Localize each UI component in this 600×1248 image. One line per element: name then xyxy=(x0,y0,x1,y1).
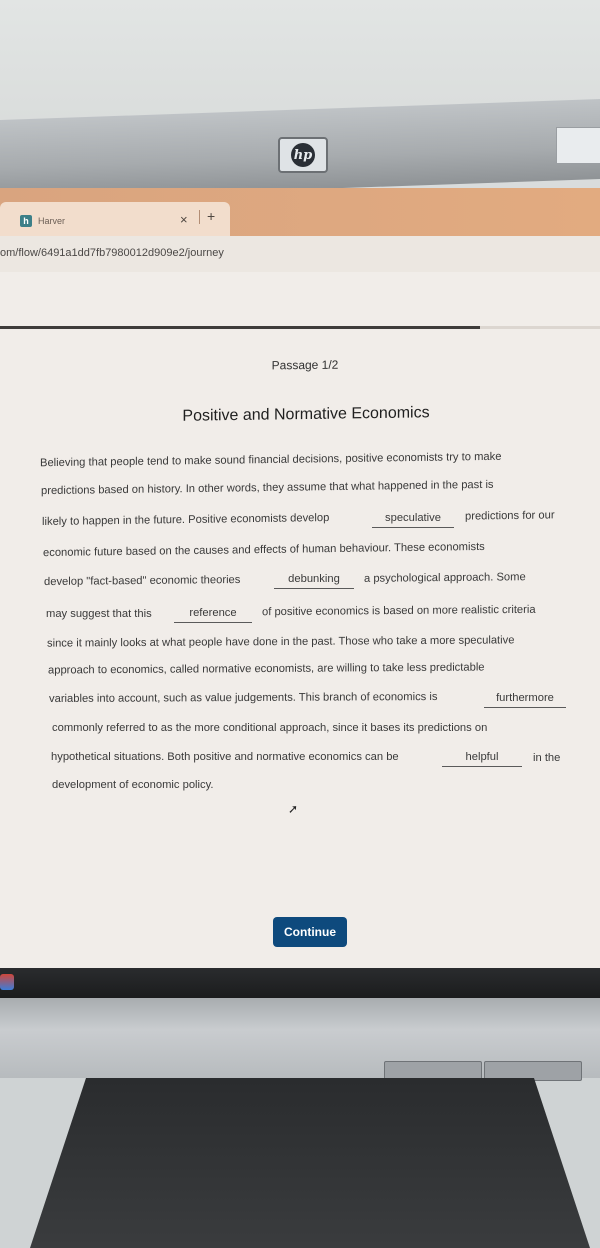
blank-answer-5[interactable]: helpful xyxy=(442,751,522,767)
passage-line: may suggest that this xyxy=(46,608,152,620)
passage-line: likely to happen in the future. Positive economists develop xyxy=(42,511,330,529)
passage-line: development of economic policy. xyxy=(52,779,214,791)
harver-favicon-icon: h xyxy=(20,215,32,227)
passage-line: predictions based on history. In other words, they assume that what happened in the past is xyxy=(41,478,494,498)
passage-line: approach to economics, called normative economists, are willing to take less predictable xyxy=(48,661,485,677)
passage-line: develop "fact-based" economic theories xyxy=(44,573,241,589)
blank-answer-2[interactable]: debunking xyxy=(274,573,354,589)
blank-answer-3[interactable]: reference xyxy=(174,607,252,623)
tab-divider xyxy=(199,210,200,224)
passage-line: a psychological approach. Some xyxy=(364,571,526,585)
passage-line: Believing that people tend to make sound financial decisions, positive economists try to make xyxy=(40,450,502,470)
passage-line: economic future based on the causes and effects of human behaviour. These economists xyxy=(43,540,485,560)
passage-line: predictions for our xyxy=(465,509,555,523)
blank-answer-4[interactable]: furthermore xyxy=(484,692,566,708)
progress-bar xyxy=(0,326,600,329)
monitor-stand xyxy=(30,1078,590,1248)
close-tab-icon[interactable]: × xyxy=(180,212,188,227)
address-bar[interactable] xyxy=(0,236,600,273)
passage-line: hypothetical situations. Both positive and normative economics can be xyxy=(51,751,399,763)
hp-logo xyxy=(278,137,328,173)
passage-line: variables into account, such as value judgements. This branch of economics is xyxy=(49,690,438,706)
screen xyxy=(0,188,600,968)
passage-counter: Passage 1/2 xyxy=(271,357,339,373)
tab-title: Harver xyxy=(38,216,66,226)
passage-line: in the xyxy=(533,752,561,764)
passage-title: Positive and Normative Economics xyxy=(182,404,430,425)
url-text[interactable]: om/flow/6491a1dd7fb7980012d909e2/journey xyxy=(0,247,224,259)
passage-line: of positive economics is based on more realistic criteria xyxy=(262,603,536,619)
new-tab-icon[interactable]: + xyxy=(207,208,216,224)
progress-bar-fill xyxy=(0,326,480,329)
browser-tab[interactable] xyxy=(0,202,230,236)
continue-button[interactable]: Continue xyxy=(273,917,347,947)
assessment-page xyxy=(0,272,600,968)
passage-line: since it mainly looks at what people have done in the past. Those who take a more speculative xyxy=(47,634,515,650)
passage-line: commonly referred to as the more conditional approach, since it bases its predictions on xyxy=(52,722,488,734)
chrome-taskbar-icon[interactable] xyxy=(0,974,14,990)
blank-answer-1[interactable]: speculative xyxy=(372,512,454,528)
hp-logo-mark: hp xyxy=(291,143,315,167)
os-taskbar xyxy=(0,968,600,998)
monitor-corner-panel xyxy=(556,127,600,164)
browser-tab-bar xyxy=(0,188,600,236)
mouse-cursor-icon: ➚ xyxy=(288,802,299,816)
